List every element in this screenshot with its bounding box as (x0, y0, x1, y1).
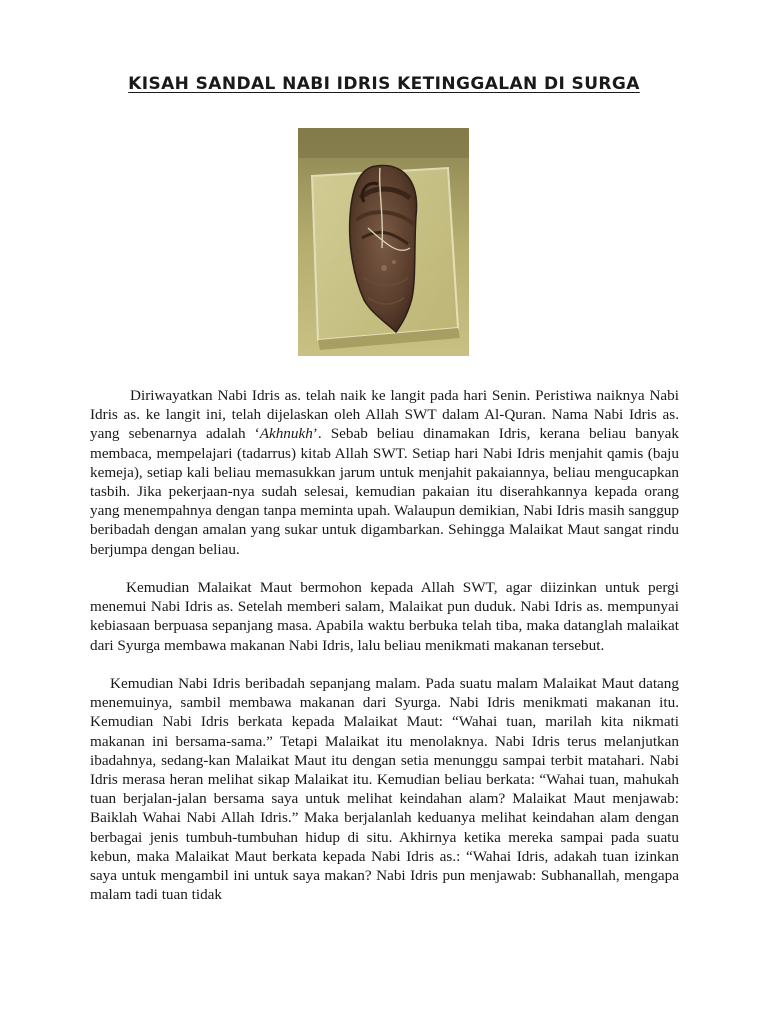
paragraph-1 (90, 386, 679, 559)
article-body (90, 386, 679, 924)
paragraph-2: Kemudian Malaikat Maut bermohon kepada Allah SWT, agar diizinkan untuk pergi menemui Nabi Idris as. Setelah memberi salam, Malaikat pun duduk. Nabi Idris as. mempunyai kebiasaan berpuasa sepanjang masa. Apabila waktu berbuka telah tiba, maka datanglah malaikat dari Syurga membawa makanan Nabi Idris, lalu beliau menikmati makanan tersebut. (90, 579, 679, 654)
sandal-photo-icon (298, 128, 469, 356)
paragraph-1-start: Diriwayatkan Nabi Idris as. telah naik ke langit pada hari Senin. Peristiwa naiknya Nabi Idris as. ke langit ini, telah dijelaskan oleh Allah SWT dalam Al-Quran. Nama Nabi Idris as. yang sebenarnya adalah ‘ (90, 387, 679, 443)
paragraph-1-emphasis: Akhnukh (259, 425, 313, 443)
document-title: KISAH SANDAL NABI IDRIS KETINGGALAN DI SURGA (128, 74, 640, 94)
sandal-photo (298, 128, 469, 356)
paragraph-3: Kemudian Nabi Idris beribadah sepanjang malam. Pada suatu malam Malaikat Maut datang menemuinya, sambil membawa makanan dari Syurga. Nabi Idris menikmati makanan itu. Kemudian Nabi Idris berkata kepada Malaikat Maut: “Wahai tuan, marilah kita nikmati makanan ini bersama-sama.” Tetapi Malaikat itu menolaknya. Nabi Idris terus melanjutkan ibadahnya, sedang-kan Malaikat Maut itu dengan setia menunggu sampai terbit matahari. Nabi Idris merasa heran melihat sikap Malaikat itu. Kemudian beliau berkata: “Wahai tuan, mahukah tuan berjalan-jalan bersama saya untuk melihat keindahan alam? Malaikat Maut menjawab: Baiklah Wahai Nabi Allah Idris.” Maka berjalanlah keduanya melihat keindahan alam dengan berbagai jenis tumbuh-tumbuhan hidup di situ. Akhirnya ketika mereka sampai pada suatu kebun, maka Malaikat Maut berkata kepada Nabi Idris as.: “Wahai Idris, adakah tuan izinkan saya untuk mengambil ini untuk saya makan? Nabi Idris pun menjawab: Subhanallah, mengapa malam tadi tuan tidak (90, 675, 679, 904)
paragraph-1-end: ’. Sebab beliau dinamakan Idris, kerana beliau banyak membaca, mempelajari (tadarrus) kitab Allah SWT. Setiap hari Nabi Idris menjahit qamis (baju kemeja), setiap kali beliau memasukkan jarum untuk menjahit pakaiannya, beliau mengucapkan tasbih. Jika pekerjaan-nya sudah selesai, kemudian pakaian itu diserahkannya kepada orang yang menempahnya dengan tanpa meminta upah. Walaupun demikian, Nabi Idris masih sanggup beribadah dengan amalan yang sukar untuk digambarkan. Sehingga Malaikat Maut sangat rindu berjumpa dengan beliau. (90, 425, 679, 558)
